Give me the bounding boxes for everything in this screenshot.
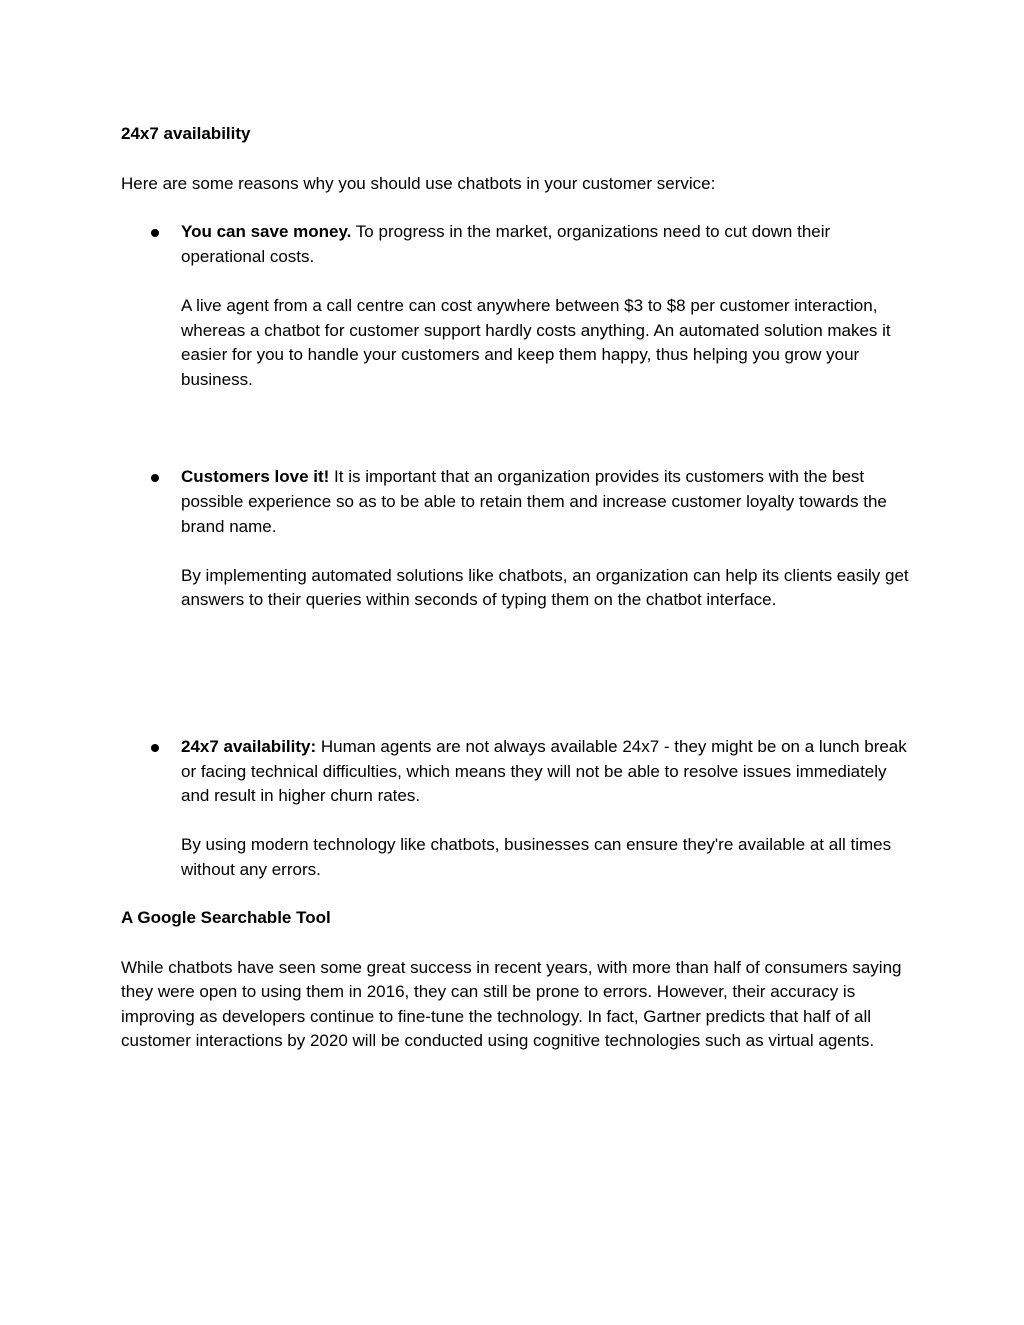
- reasons-list: [121, 220, 911, 882]
- intro-paragraph: Here are some reasons why you should use chatbots in your customer service:: [121, 173, 716, 193]
- list-item-save-money: [121, 220, 911, 392]
- list-item-text: [181, 220, 911, 269]
- closing-paragraph: While chatbots have seen some great success in recent years, with more than half of consumers saying they were open to using them in 2016, they can still be prone to errors. However, their accuracy is improving as developers continue to fine-tune the technology. In fact, Gartner predicts that half of all customer interactions by 2020 will be conducted using cognitive technologies such as virtual agents.: [121, 957, 902, 1051]
- bullet-icon: [151, 744, 159, 752]
- document-page: [121, 122, 911, 1054]
- list-item-detail: By using modern technology like chatbots, businesses can ensure they're available at all times without any errors.: [181, 835, 892, 879]
- list-item-body: Human agents are not always available 24x7 - they might be on a lunch break or facing technical difficulties, which means they will not be able to resolve issues immediately and result in higher churn rates.: [181, 736, 907, 806]
- section-heading-google-tool: A Google Searchable Tool: [121, 908, 331, 928]
- bullet-icon: [151, 474, 159, 482]
- list-item-lead: 24x7 availability:: [181, 736, 317, 756]
- list-item-body: It is important that an organization provides its customers with the best possible experience so as to be able to retain them and increase customer loyalty towards the brand name.: [181, 467, 887, 536]
- list-item-text: [181, 735, 911, 809]
- list-item-lead: Customers love it!: [181, 467, 330, 487]
- list-item-lead: You can save money.: [181, 222, 352, 242]
- list-item-availability: [121, 735, 911, 883]
- list-item-text: [181, 465, 911, 539]
- bullet-icon: [151, 229, 159, 237]
- list-item-detail: By implementing automated solutions like chatbots, an organization can help its clients easily get answers to their queries within seconds of typing them on the chatbot interface.: [181, 565, 909, 610]
- list-item-body: To progress in the market, organizations need to cut down their operational costs.: [181, 222, 831, 266]
- section-heading-availability: 24x7 availability: [121, 124, 251, 143]
- list-item-customers-love-it: [121, 465, 911, 613]
- list-item-detail: A live agent from a call centre can cost anywhere between $3 to $8 per customer interaction, whereas a chatbot for customer support hardly costs anything. An automated solution makes it easier for you to handle your customers and keep them happy, thus helping you grow your business.: [181, 295, 891, 389]
